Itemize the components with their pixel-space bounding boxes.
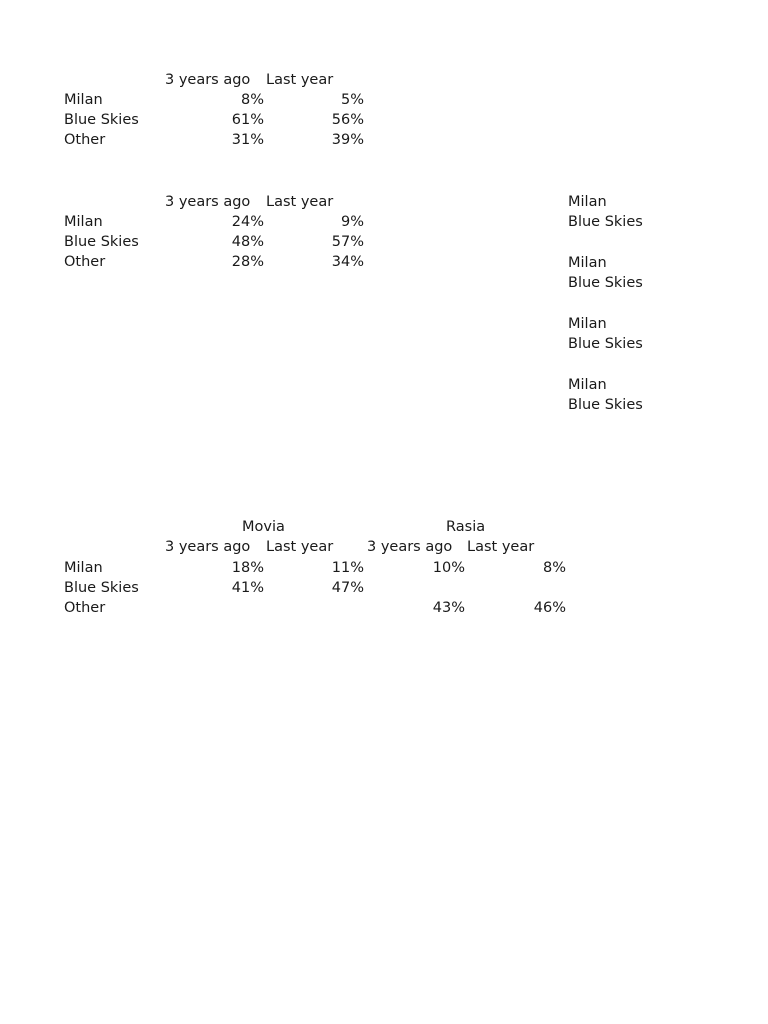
table-cell: 47% bbox=[331, 580, 364, 596]
table-cell: 28% bbox=[231, 254, 264, 270]
row-label: Blue Skies bbox=[64, 234, 139, 250]
table-cell: 46% bbox=[533, 600, 566, 616]
row-label: Blue Skies bbox=[64, 580, 139, 596]
column-header: 3 years ago bbox=[165, 194, 251, 210]
list-item: Milan bbox=[568, 255, 607, 271]
table-cell: 24% bbox=[231, 214, 264, 230]
group-header-movia: Movia bbox=[242, 519, 285, 535]
list-item: Blue Skies bbox=[568, 397, 643, 413]
row-label: Other bbox=[64, 132, 106, 148]
table-cell: 57% bbox=[331, 234, 364, 250]
group-header-rasia: Rasia bbox=[446, 519, 486, 535]
table-cell: 31% bbox=[231, 132, 264, 148]
table-cell: 34% bbox=[331, 254, 364, 270]
list-item: Milan bbox=[568, 377, 607, 393]
row-label: Milan bbox=[64, 92, 103, 108]
list-item: Blue Skies bbox=[568, 275, 643, 291]
table-cell: 10% bbox=[432, 560, 465, 576]
column-header: Last year bbox=[266, 539, 334, 555]
list-item: Milan bbox=[568, 316, 607, 332]
table-cell: 43% bbox=[432, 600, 465, 616]
column-header: Last year bbox=[266, 194, 334, 210]
row-label: Other bbox=[64, 600, 106, 616]
table-cell: 39% bbox=[331, 132, 364, 148]
column-header: Last year bbox=[266, 72, 334, 88]
table-cell: 18% bbox=[231, 560, 264, 576]
column-header: 3 years ago bbox=[165, 72, 251, 88]
column-header: 3 years ago bbox=[367, 539, 453, 555]
list-item: Blue Skies bbox=[568, 336, 643, 352]
column-header: 3 years ago bbox=[165, 539, 251, 555]
table-cell: 11% bbox=[331, 560, 364, 576]
column-header: Last year bbox=[467, 539, 535, 555]
list-item: Milan bbox=[568, 194, 607, 210]
table-cell: 61% bbox=[231, 112, 264, 128]
list-item: Blue Skies bbox=[568, 214, 643, 230]
table-cell: 5% bbox=[340, 92, 364, 108]
row-label: Other bbox=[64, 254, 106, 270]
table-cell: 56% bbox=[331, 112, 364, 128]
table-cell: 9% bbox=[340, 214, 364, 230]
row-label: Milan bbox=[64, 214, 103, 230]
table-cell: 48% bbox=[231, 234, 264, 250]
table-cell: 41% bbox=[231, 580, 264, 596]
table-cell: 8% bbox=[240, 92, 264, 108]
row-label: Blue Skies bbox=[64, 112, 139, 128]
table-cell: 8% bbox=[542, 560, 566, 576]
row-label: Milan bbox=[64, 560, 103, 576]
